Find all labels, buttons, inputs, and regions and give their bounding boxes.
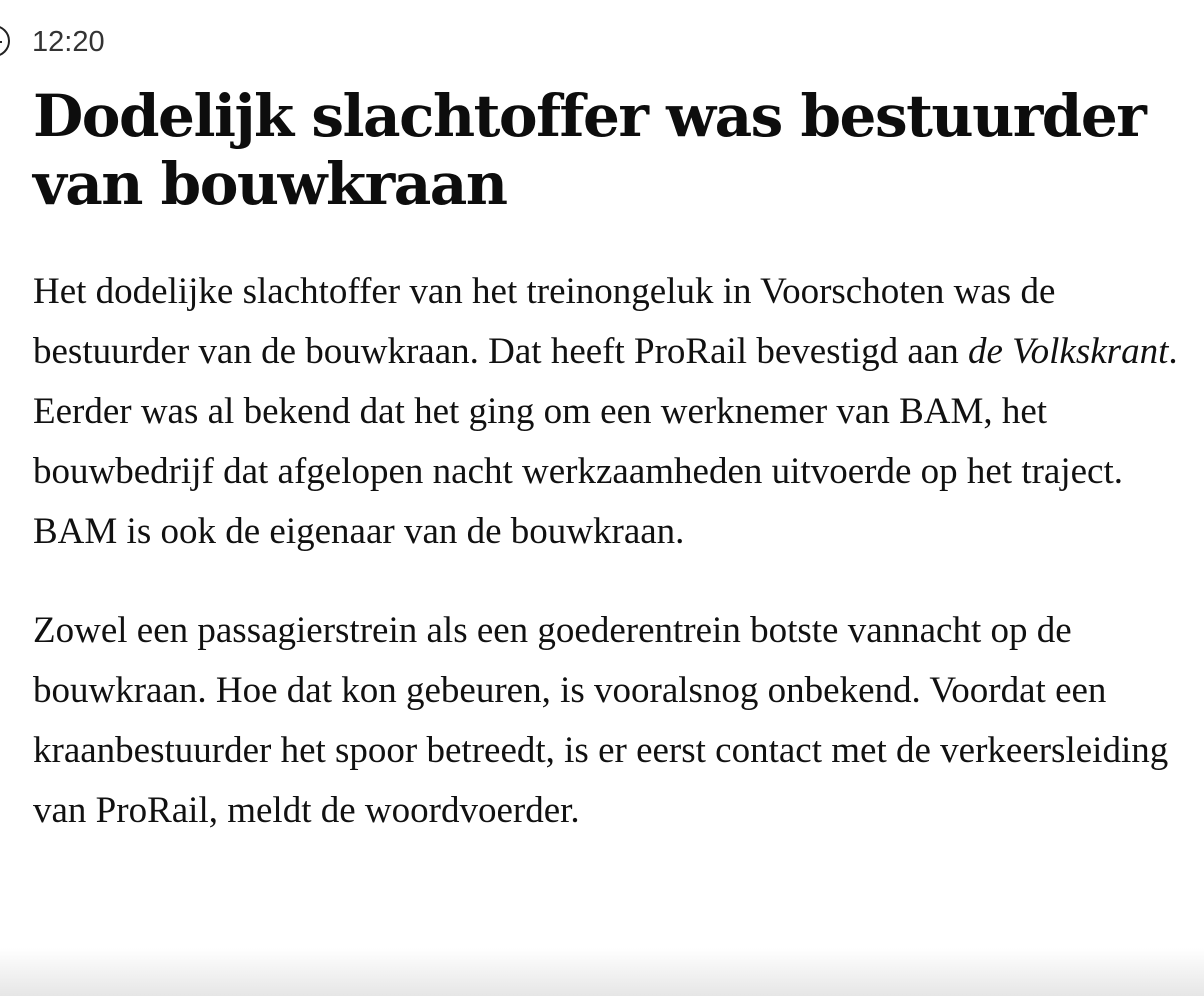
paragraph-1-text-end: . Eerder was al bekend dat het ging om een werknemer van BAM, het bouwbedrijf dat afgelopen nacht werkzaamheden uitvoerde op het traject. BAM is ook de eigenaar van de bouwkraan. (33, 331, 1178, 552)
article-headline: Dodelijk slachtoffer was bestuurder van bouwkraan (33, 82, 1146, 218)
clock-icon (0, 25, 10, 57)
article-paragraph-1 (33, 262, 1183, 562)
article-body (33, 262, 1183, 880)
timestamp: 12:20 (32, 26, 105, 58)
paragraph-1-text-start: Het dodelijke slachtoffer van het treinongeluk in Voorschoten was de bestuurder van de bouwkraan. Dat heeft ProRail bevestigd aan (33, 271, 1056, 372)
bottom-fade (0, 948, 1204, 996)
newspaper-name: de Volkskrant (967, 331, 1169, 372)
article-paragraph-2: Zowel een passagierstrein als een goederentrein botste vannacht op de bouwkraan. Hoe dat kon gebeuren, is vooralsnog onbekend. Voordat een kraanbestuurder het spoor betreedt, is er eerst contact met de verkeersleiding van ProRail, meldt de woordvoerder. (33, 610, 1169, 831)
